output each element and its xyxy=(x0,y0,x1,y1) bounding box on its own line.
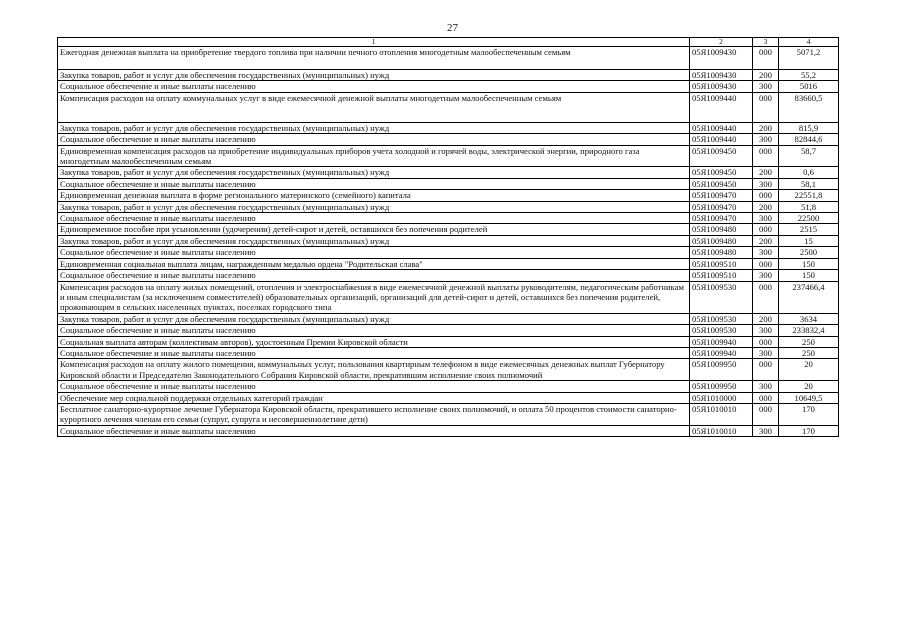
row-name: Социальное обеспечение и иные выплаты населению xyxy=(58,381,690,392)
row-sum: 20 xyxy=(779,359,839,381)
row-name: Единовременное пособие при усыновлении (удочерении) детей-сирот и детей, оставшихся без попечения родителей xyxy=(58,224,690,235)
row-name: Компенсация расходов на оплату жилых помещений, отопления и электроснабжения в виде ежемесячной денежной выплаты руководителям, педагогическим работникам и иным специалистам (за исключением совместителей) образовательных организаций, организаций для детей-сирот и детей, оставшихся без попечения родителей, проживающим в сельских населенных пунктах, поселках городского типа xyxy=(58,281,690,313)
row-code: 05Я1009450 xyxy=(690,167,753,178)
row-code: 05Я1009940 xyxy=(690,347,753,358)
row-vr: 200 xyxy=(753,201,779,212)
row-name: Единовременная денежная выплата в форме регионального материнского (семейного) капитала xyxy=(58,190,690,201)
row-vr: 200 xyxy=(753,167,779,178)
row-name: Социальная выплата авторам (коллективам авторов), удостоенным Премии Кировской области xyxy=(58,336,690,347)
row-sum: 55,2 xyxy=(779,70,839,81)
table-row xyxy=(58,92,839,122)
row-vr: 300 xyxy=(753,381,779,392)
row-code: 05Я1009450 xyxy=(690,145,753,167)
table-row xyxy=(58,213,839,224)
row-sum: 170 xyxy=(779,425,839,436)
header-cell-vr: 3 xyxy=(753,38,779,47)
table-row xyxy=(58,403,839,425)
row-name: Социальное обеспечение и иные выплаты населению xyxy=(58,247,690,258)
row-sum: 22500 xyxy=(779,213,839,224)
table-row xyxy=(58,270,839,281)
row-vr: 000 xyxy=(753,92,779,122)
row-code: 05Я1009530 xyxy=(690,281,753,313)
row-sum: 58,1 xyxy=(779,178,839,189)
row-sum: 82844,6 xyxy=(779,134,839,145)
row-sum: 58,7 xyxy=(779,145,839,167)
table-row xyxy=(58,145,839,167)
table-row xyxy=(58,81,839,92)
row-vr: 000 xyxy=(753,190,779,201)
table-row xyxy=(58,325,839,336)
row-vr: 000 xyxy=(753,145,779,167)
row-sum: 20 xyxy=(779,381,839,392)
table-row xyxy=(58,392,839,403)
row-code: 05Я1009530 xyxy=(690,313,753,324)
row-code: 05Я1009510 xyxy=(690,258,753,269)
row-vr: 200 xyxy=(753,235,779,246)
row-sum: 22551,8 xyxy=(779,190,839,201)
row-sum: 233832,4 xyxy=(779,325,839,336)
header-cell-code: 2 xyxy=(690,38,753,47)
row-vr: 300 xyxy=(753,213,779,224)
table-row xyxy=(58,247,839,258)
table-row xyxy=(58,313,839,324)
row-code: 05Я1009950 xyxy=(690,359,753,381)
row-sum: 5071,2 xyxy=(779,47,839,70)
row-vr: 300 xyxy=(753,81,779,92)
table-row xyxy=(58,47,839,70)
table-row xyxy=(58,235,839,246)
row-vr: 300 xyxy=(753,270,779,281)
row-vr: 200 xyxy=(753,122,779,133)
row-code: 05Я1009470 xyxy=(690,213,753,224)
row-sum: 51,8 xyxy=(779,201,839,212)
row-vr: 200 xyxy=(753,313,779,324)
row-sum: 0,6 xyxy=(779,167,839,178)
row-sum: 3634 xyxy=(779,313,839,324)
row-name: Ежегодная денежная выплата на приобретение твердого топлива при наличии печного отопления многодетным малообеспеченным семьям xyxy=(58,47,690,70)
row-name: Закупка товаров, работ и услуг для обеспечения государственных (муниципальных) нужд xyxy=(58,235,690,246)
row-sum: 250 xyxy=(779,336,839,347)
row-vr: 000 xyxy=(753,403,779,425)
row-name: Социальное обеспечение и иные выплаты населению xyxy=(58,325,690,336)
row-name: Компенсация расходов на оплату коммунальных услуг в виде ежемесячной денежной выплаты многодетным малообеспеченным семьям xyxy=(58,92,690,122)
row-name: Закупка товаров, работ и услуг для обеспечения государственных (муниципальных) нужд xyxy=(58,167,690,178)
table-row xyxy=(58,70,839,81)
row-code: 05Я1009480 xyxy=(690,224,753,235)
row-code: 05Я1010010 xyxy=(690,425,753,436)
row-name: Социальное обеспечение и иные выплаты населению xyxy=(58,270,690,281)
row-code: 05Я1009440 xyxy=(690,92,753,122)
row-code: 05Я1009510 xyxy=(690,270,753,281)
row-code: 05Я1010010 xyxy=(690,403,753,425)
row-code: 05Я1009430 xyxy=(690,81,753,92)
table-row xyxy=(58,224,839,235)
budget-table xyxy=(57,37,839,437)
row-code: 05Я1009440 xyxy=(690,122,753,133)
row-code: 05Я1009480 xyxy=(690,235,753,246)
row-vr: 300 xyxy=(753,247,779,258)
row-sum: 5016 xyxy=(779,81,839,92)
row-code: 05Я1010000 xyxy=(690,392,753,403)
row-name: Закупка товаров, работ и услуг для обеспечения государственных (муниципальных) нужд xyxy=(58,313,690,324)
row-name: Закупка товаров, работ и услуг для обеспечения государственных (муниципальных) нужд xyxy=(58,70,690,81)
table-row xyxy=(58,336,839,347)
row-sum: 10649,5 xyxy=(779,392,839,403)
row-name: Социальное обеспечение и иные выплаты населению xyxy=(58,81,690,92)
row-sum: 150 xyxy=(779,258,839,269)
row-vr: 300 xyxy=(753,178,779,189)
table-row xyxy=(58,201,839,212)
row-code: 05Я1009450 xyxy=(690,178,753,189)
row-name: Закупка товаров, работ и услуг для обеспечения государственных (муниципальных) нужд xyxy=(58,122,690,133)
row-vr: 000 xyxy=(753,224,779,235)
row-vr: 200 xyxy=(753,70,779,81)
header-cell-sum: 4 xyxy=(779,38,839,47)
row-sum: 83660,5 xyxy=(779,92,839,122)
header-cell-name: 1 xyxy=(58,38,690,47)
row-vr: 300 xyxy=(753,325,779,336)
row-code: 05Я1009430 xyxy=(690,70,753,81)
row-code: 05Я1009470 xyxy=(690,201,753,212)
row-vr: 000 xyxy=(753,336,779,347)
row-name: Обеспечение мер социальной поддержки отдельных категорий граждан xyxy=(58,392,690,403)
table-row xyxy=(58,178,839,189)
table-row xyxy=(58,359,839,381)
page-number: 27 xyxy=(447,22,458,34)
row-sum: 170 xyxy=(779,403,839,425)
row-name: Социальное обеспечение и иные выплаты населению xyxy=(58,347,690,358)
row-vr: 300 xyxy=(753,425,779,436)
row-code: 05Я1009950 xyxy=(690,381,753,392)
row-name: Социальное обеспечение и иные выплаты населению xyxy=(58,425,690,436)
row-code: 05Я1009430 xyxy=(690,47,753,70)
row-sum: 2515 xyxy=(779,224,839,235)
row-vr: 000 xyxy=(753,258,779,269)
row-sum: 15 xyxy=(779,235,839,246)
row-sum: 150 xyxy=(779,270,839,281)
row-name: Единовременная компенсация расходов на приобретение индивидуальных приборов учета холодной и горячей воды, электрической энергии, природного газа многодетным малообеспеченным семьям xyxy=(58,145,690,167)
header-row xyxy=(58,38,839,47)
row-sum: 2500 xyxy=(779,247,839,258)
table-row xyxy=(58,122,839,133)
row-name: Компенсация расходов на оплату жилого помещения, коммунальных услуг, пользования квартирным телефоном в виде ежемесячных денежных выплат Губернатору Кировской области и Председателю Законодательного Собрания Кировской области, прекратившим исполнение своих полномочий xyxy=(58,359,690,381)
row-name: Бесплатное санаторно-курортное лечение Губернатора Кировской области, прекратившего исполнение своих полномочий, и оплата 50 процентов стоимости санаторно-курортного лечения членам его семьи (супруг, супруга и несовершеннолетние дети) xyxy=(58,403,690,425)
row-sum: 250 xyxy=(779,347,839,358)
row-code: 05Я1009470 xyxy=(690,190,753,201)
table-row xyxy=(58,281,839,313)
row-sum: 815,9 xyxy=(779,122,839,133)
row-vr: 000 xyxy=(753,47,779,70)
row-name: Социальное обеспечение и иные выплаты населению xyxy=(58,178,690,189)
row-vr: 000 xyxy=(753,281,779,313)
row-name: Социальное обеспечение и иные выплаты населению xyxy=(58,213,690,224)
row-code: 05Я1009940 xyxy=(690,336,753,347)
row-name: Социальное обеспечение и иные выплаты населению xyxy=(58,134,690,145)
table-row xyxy=(58,167,839,178)
row-name: Закупка товаров, работ и услуг для обеспечения государственных (муниципальных) нужд xyxy=(58,201,690,212)
row-vr: 300 xyxy=(753,134,779,145)
row-code: 05Я1009440 xyxy=(690,134,753,145)
table-row xyxy=(58,425,839,436)
row-name: Единовременная социальная выплата лицам, награжденным медалью ордена "Родительская слава" xyxy=(58,258,690,269)
table-row xyxy=(58,190,839,201)
row-vr: 000 xyxy=(753,359,779,381)
table-row xyxy=(58,347,839,358)
table-row xyxy=(58,258,839,269)
row-code: 05Я1009480 xyxy=(690,247,753,258)
table-row xyxy=(58,134,839,145)
row-vr: 300 xyxy=(753,347,779,358)
row-vr: 000 xyxy=(753,392,779,403)
table-row xyxy=(58,381,839,392)
row-code: 05Я1009530 xyxy=(690,325,753,336)
row-sum: 237466,4 xyxy=(779,281,839,313)
